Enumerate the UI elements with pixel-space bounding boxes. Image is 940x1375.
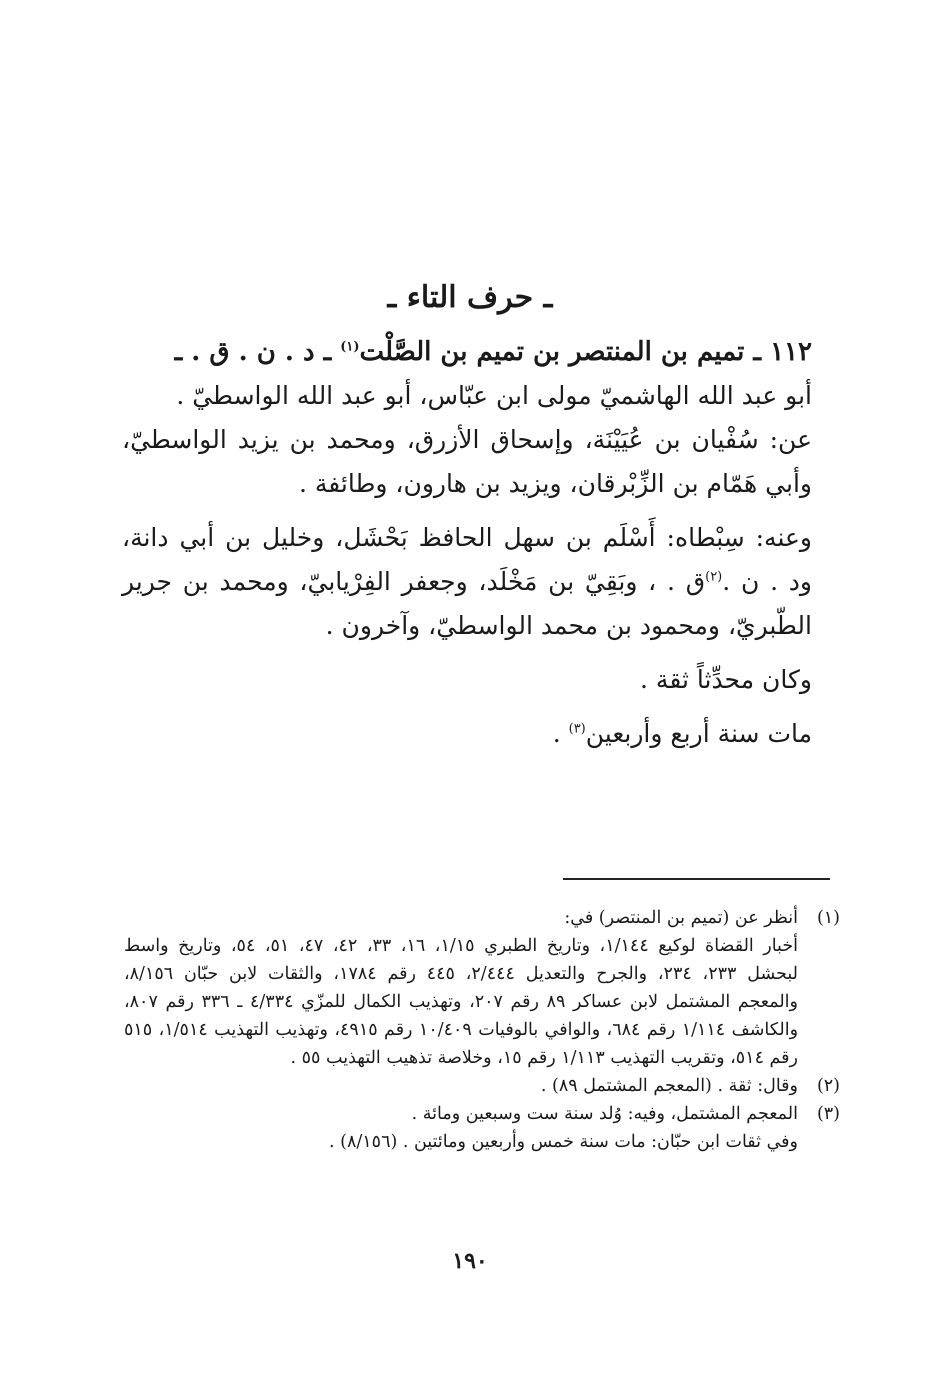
footnote-separator xyxy=(563,878,830,880)
footnote-marker-1[interactable]: (١) xyxy=(340,339,360,355)
entry-students-text-a: وعنه: سِبْطاه: أَسْلَم بن سهل الحافظ بَحْشَل، وخليل بن أبي دانة، ود . ن . xyxy=(122,523,812,596)
footnote-line: أنظر عن (تميم بن المنتصر) في: xyxy=(564,908,798,928)
footnote-body xyxy=(124,904,798,1072)
section-heading: ـ حرف التاء ـ xyxy=(387,280,553,315)
entry-title-sigla: ـ د . ن . ق . ـ xyxy=(174,337,341,367)
entry-students-text-b: ق . ، وبَقِيّ بن مَخْلَد، وجعفر الفِرْيابيّ، ومحمد بن جرير الطّبريّ، ومحمود بن محمد الواسطيّ، وآخرون . xyxy=(122,567,812,640)
footnote-3 xyxy=(124,1100,840,1156)
footnote-body xyxy=(124,1100,798,1156)
entry-title xyxy=(122,330,812,374)
footnote-number: (٣) xyxy=(816,1104,840,1124)
footnote-2 xyxy=(124,1072,840,1100)
footnote-number: (١) xyxy=(816,908,840,928)
footnote-marker-2[interactable]: (٢) xyxy=(705,569,723,585)
footnote-1 xyxy=(124,904,840,1072)
footnote-line: وفي ثقات ابن حبّان: مات سنة خمس وأربعين ومائتين . (٨/١٥٦) . xyxy=(329,1132,798,1152)
footnote-marker-3[interactable]: (٣) xyxy=(568,721,586,737)
entry-death-text: مات سنة أربع وأربعين xyxy=(585,719,812,748)
page-number: ١٩٠ xyxy=(452,1248,488,1274)
entry-teachers: عن: سُفْيان بن عُيَيْنَة، وإسحاق الأزرق، ومحمد بن يزيد الواسطيّ، وأبي هَمّام بن الزِّبْرقان، ويزيد بن هارون، وطائفة . xyxy=(122,425,812,498)
entry-title-text: ١١٢ ـ تميم بن المنتصر بن تميم بن الصَّلْت xyxy=(359,337,812,367)
footnote-body xyxy=(124,1072,798,1100)
biography-entry xyxy=(122,330,812,756)
footnotes xyxy=(124,904,840,1156)
entry-kunya: أبو عبد الله الهاشميّ مولى ابن عبّاس، أبو عبد الله الواسطيّ . xyxy=(176,381,812,410)
footnote-number: (٢) xyxy=(816,1076,840,1096)
entry-grade: وكان محدِّثاً ثقة . xyxy=(640,665,812,694)
entry-students xyxy=(122,516,812,648)
footnote-line: وقال: ثقة . (المعجم المشتمل ٨٩) . xyxy=(540,1076,798,1096)
footnote-line: المعجم المشتمل، وفيه: وُلد سنة ست وسبعين ومائة . xyxy=(411,1104,798,1124)
entry-death xyxy=(122,712,812,756)
entry-death-end: . xyxy=(552,719,569,748)
footnote-line: أخبار القضاة لوكيع ١/١٤٤، وتاريخ الطبري ١/١٥، ١٦، ٣٣، ٤٢، ٤٧، ٥١، ٥٤، وتاريخ واسط لبحشل ٢٣٣، ٢٣٤، والجرح والتعديل ٢/٤٤٤، ٤٤٥ رقم ١٧٨٤، والثقات لابن حبّان ٨/١٥٦، والمعجم المشتمل لابن عساكر ٨٩ رقم ٢٠٧، وتهذيب الكمال للمزّي ٤/٣٣٤ ـ ٣٣٦ رقم ٨٠٧، والكاشف ١/١١٤ رقم ٦٨٤، والوافي بالوفيات ١٠/٤٠٩ رقم ٤٩١٥، وتهذيب التهذيب ١/٥١٤، ٥١٥ رقم ٥١٤، وتقريب التهذيب ١/١١٣ رقم ١٥، وخلاصة تذهيب التهذيب ٥٥ . xyxy=(124,936,799,1068)
